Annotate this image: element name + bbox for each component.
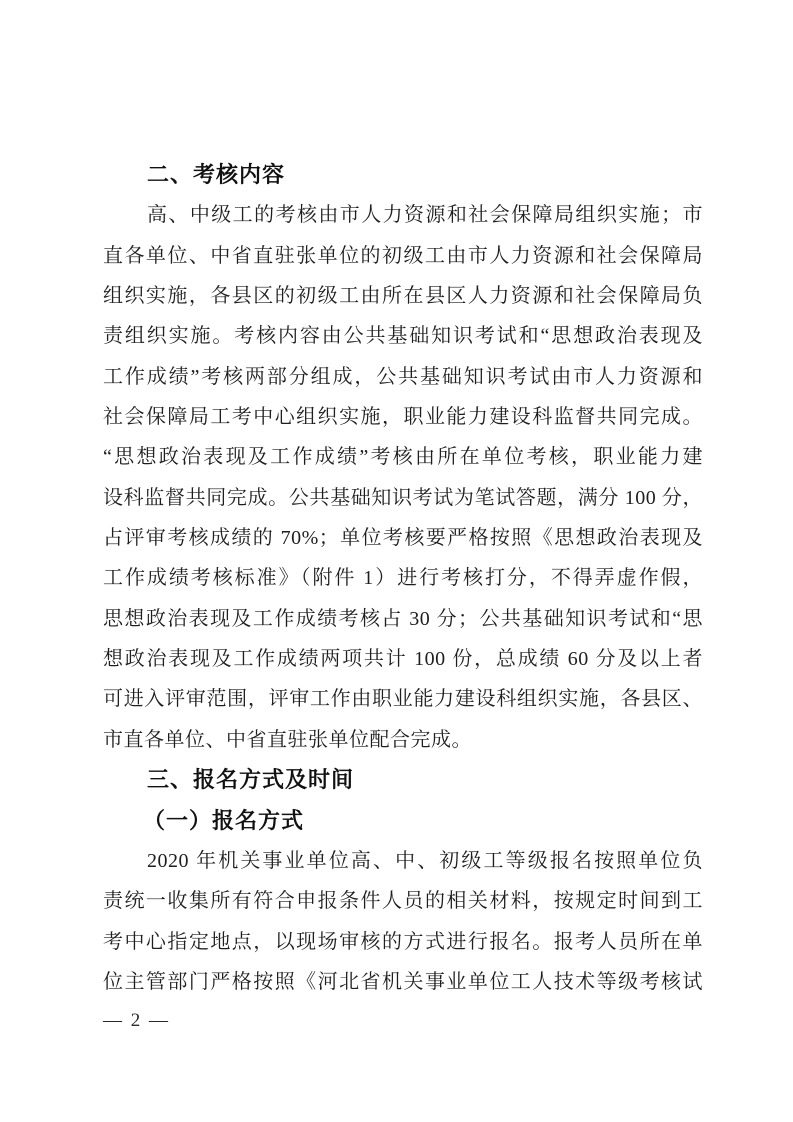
paragraph-line: 工作成绩”考核两部分组成，公共基础知识考试由市人力资源和 (103, 365, 703, 388)
paragraph-line: 组织实施，各县区的初级工由所在县区人力资源和社会保障局负 (103, 285, 703, 308)
paragraph-line: 高、中级工的考核由市人力资源和社会保障局组织实施；市 (147, 204, 703, 227)
paragraph-line: 想政治表现及工作成绩两项共计 100 份，总成绩 60 分及以上者 (103, 648, 703, 671)
paragraph-assessment-content (103, 195, 703, 760)
paragraph-line: 2020 年机关事业单位高、中、初级工等级报名按照单位负 (147, 849, 703, 872)
paragraph-line: 社会保障局工考中心组织实施，职业能力建设科监督共同完成。 (103, 406, 703, 429)
page-number: — 2 — (103, 1010, 170, 1031)
paragraph-line: 直各单位、中省直驻张单位的初级工由市人力资源和社会保障局 (103, 244, 703, 267)
paragraph-line: 可进入评审范围，评审工作由职业能力建设科组织实施，各县区、 (103, 688, 703, 711)
paragraph-registration-method (103, 841, 703, 1002)
paragraph-line: 思想政治表现及工作成绩考核占 30 分；公共基础知识考试和“思 (103, 607, 703, 630)
paragraph-line: 责组织实施。考核内容由公共基础知识考试和“思想政治表现及 (103, 325, 703, 348)
paragraph-line: 考中心指定地点，以现场审核的方式进行报名。报考人员所在单 (103, 930, 703, 953)
paragraph-line: 占评审考核成绩的 70%；单位考核要严格按照《思想政治表现及 (103, 527, 703, 550)
paragraph-line: 市直各单位、中省直驻张单位配合完成。 (103, 728, 472, 751)
paragraph-line: 设科监督共同完成。公共基础知识考试为笔试答题，满分 100 分， (103, 486, 703, 509)
page-content (103, 155, 703, 1002)
section-heading-registration-method-time: 三、报名方式及时间 (147, 767, 355, 793)
subsection-heading-registration-method: （一）报名方式 (143, 807, 305, 833)
paragraph-line: 工作成绩考核标准》（附件 1）进行考核打分，不得弄虚作假， (103, 567, 703, 590)
section-heading-assessment-content: 二、考核内容 (147, 162, 286, 187)
paragraph-line: “思想政治表现及工作成绩”考核由所在单位考核，职业能力建 (103, 446, 703, 469)
paragraph-line: 位主管部门严格按照《河北省机关事业单位工人技术等级考核试 (103, 970, 703, 993)
paragraph-line: 责统一收集所有符合申报条件人员的相关材料，按规定时间到工 (103, 890, 703, 913)
